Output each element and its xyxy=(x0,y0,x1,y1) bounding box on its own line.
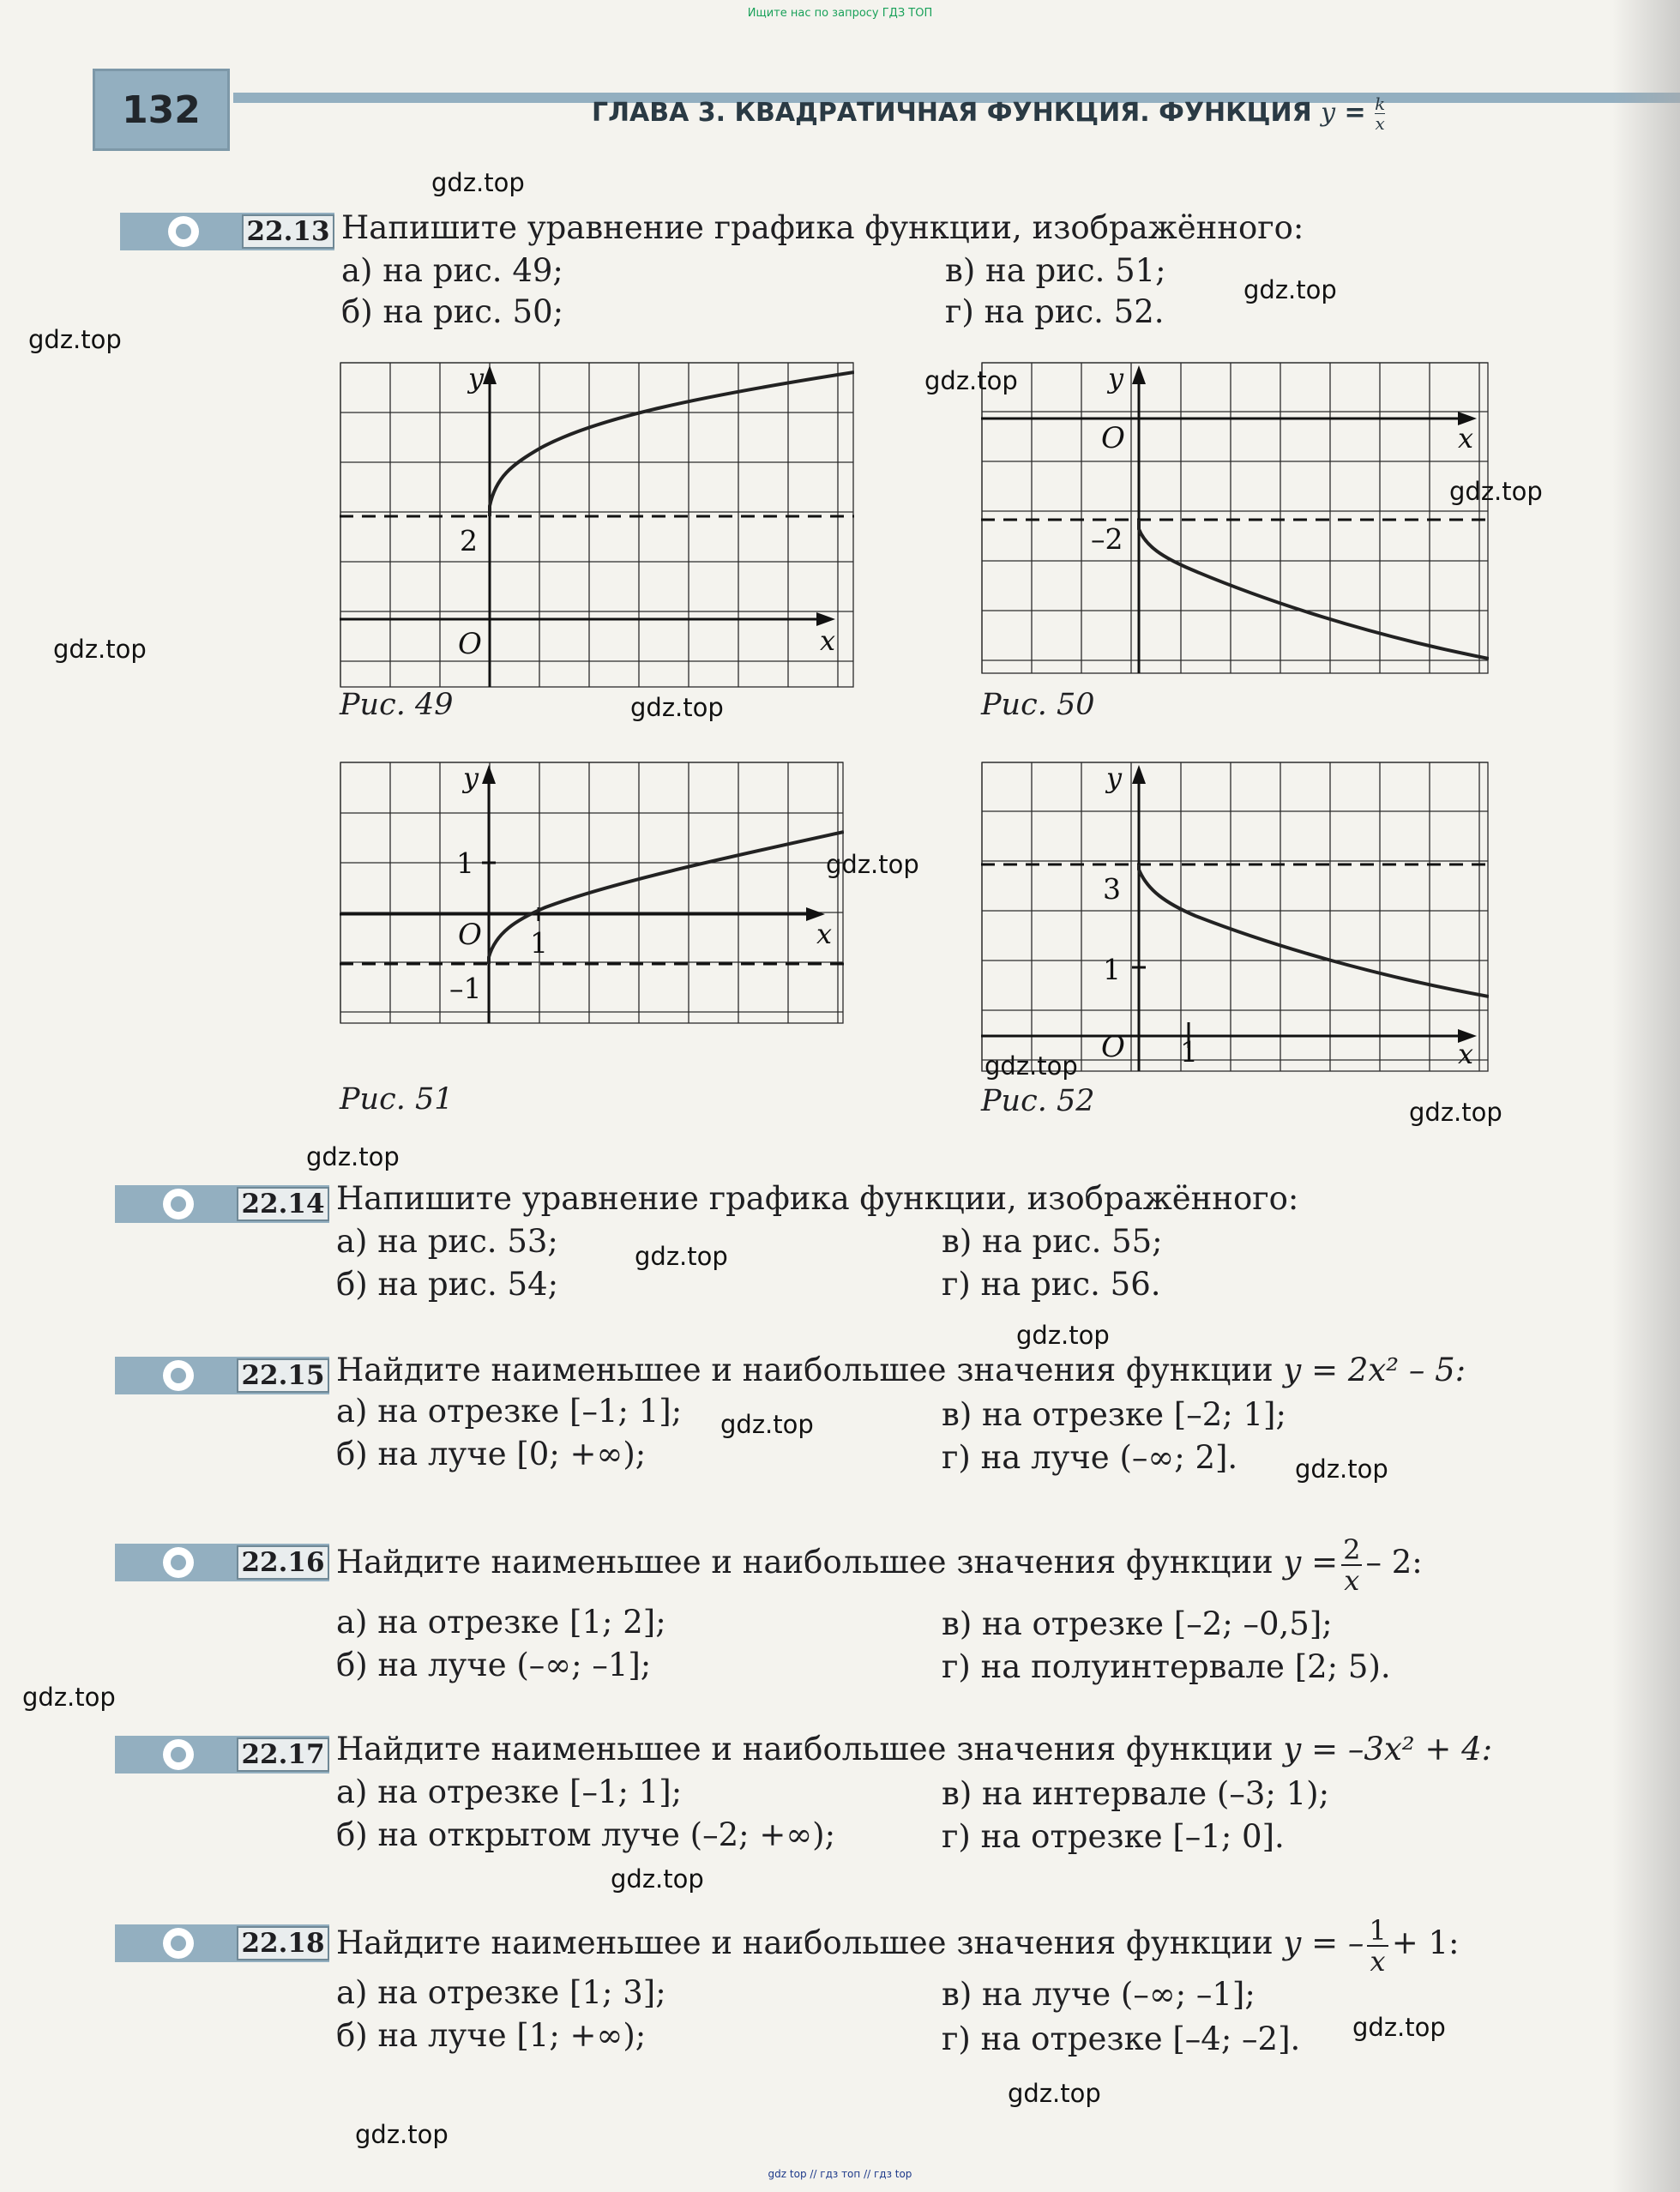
exercise-22-13-a: а) на рис. 49; xyxy=(341,252,563,289)
figure-50 xyxy=(981,362,1489,674)
fig51-x-label: x xyxy=(816,918,833,950)
watermark: gdz.top xyxy=(22,1683,116,1712)
chapter-name: КВАДРАТИЧНАЯ ФУНКЦИЯ. ФУНКЦИЯ xyxy=(734,98,1312,128)
fraction-numerator: 2 xyxy=(1343,1533,1361,1566)
exercise-22-16-bar xyxy=(115,1544,329,1581)
watermark: gdz.top xyxy=(1295,1454,1388,1484)
fig49-tick-2: 2 xyxy=(460,524,478,557)
question-text: Найдите наименьшее и наибольшее значения функции xyxy=(336,1924,1274,1961)
figure-49 xyxy=(340,362,854,688)
top-note: Ищите нас по запросу ГДЗ ТОП xyxy=(747,7,933,20)
level-circle-icon xyxy=(163,1547,194,1578)
fig51-tick-minus1: –1 xyxy=(449,972,482,1005)
watermark: gdz.top xyxy=(1243,275,1337,304)
exercise-22-18-b: б) на луче [1; +∞); xyxy=(336,2017,647,2054)
exercise-22-15-v: в) на отрезке [–2; 1]; xyxy=(942,1396,1286,1433)
fig50-y-label: y xyxy=(1108,362,1124,394)
page-number: 132 xyxy=(93,69,230,151)
exercise-22-15-b: б) на луче [0; +∞); xyxy=(336,1436,647,1472)
fig52-tick-x1: 1 xyxy=(1180,1035,1198,1069)
exercise-22-18-a: а) на отрезке [1; 3]; xyxy=(336,1974,666,2011)
fig51-tick-x1: 1 xyxy=(530,926,548,960)
chapter-prefix: ГЛАВА 3. xyxy=(592,98,726,128)
function-fraction xyxy=(1341,1535,1362,1595)
exercise-22-15-a: а) на отрезке [–1; 1]; xyxy=(336,1393,683,1430)
exercise-22-14-a: а) на рис. 53; xyxy=(336,1223,558,1260)
question-text: Найдите наименьшее и наибольшее значения функции xyxy=(336,1352,1274,1388)
watermark: gdz.top xyxy=(924,366,1018,395)
exercise-22-17-a: а) на отрезке [–1; 1]; xyxy=(336,1773,683,1810)
exercise-22-18-question xyxy=(336,1909,1459,1978)
question-text: Найдите наименьшее и наибольшее значения функции xyxy=(336,1731,1274,1767)
exercise-22-17-v: в) на интервале (–3; 1); xyxy=(942,1775,1330,1812)
exercise-22-13-g: г) на рис. 52. xyxy=(945,293,1165,330)
watermark: gdz.top xyxy=(630,693,724,722)
fig52-tick-3: 3 xyxy=(1103,872,1121,906)
exercise-22-14-g: г) на рис. 56. xyxy=(942,1266,1161,1303)
watermark: gdz.top xyxy=(355,2120,449,2149)
chapter-eq: = xyxy=(1344,98,1366,128)
watermark: gdz.top xyxy=(985,1051,1078,1081)
exercise-22-13-b: б) на рис. 50; xyxy=(341,293,564,330)
figure-49-caption: Рис. 49 xyxy=(340,688,454,722)
exercise-22-17-bar xyxy=(115,1736,329,1773)
watermark: gdz.top xyxy=(1409,1098,1502,1127)
exercise-22-14-bar xyxy=(115,1185,329,1223)
fig50-origin-label: O xyxy=(1101,421,1125,455)
watermark: gdz.top xyxy=(1352,2013,1446,2042)
exercise-22-16-g: г) на полуинтервале [2; 5). xyxy=(942,1648,1391,1685)
exercise-number: 22.15 xyxy=(237,1358,329,1393)
fig51-y-label: y xyxy=(463,762,479,794)
exercise-22-16-v: в) на отрезке [–2; –0,5]; xyxy=(942,1605,1333,1642)
exercise-22-13-question: Напишите уравнение графика функции, изображённого: xyxy=(341,209,1304,246)
chapter-fraction xyxy=(1375,94,1385,133)
exercise-22-18-bar xyxy=(115,1924,329,1962)
exercise-22-17-b: б) на открытом луче (–2; +∞); xyxy=(336,1816,836,1853)
watermark: gdz.top xyxy=(1008,2079,1101,2108)
exercise-22-16-question xyxy=(336,1528,1423,1597)
function-formula: y = 2x² – 5: xyxy=(1283,1352,1466,1388)
level-circle-icon xyxy=(163,1189,194,1219)
exercise-22-16-a: а) на отрезке [1; 2]; xyxy=(336,1604,666,1641)
level-circle-icon xyxy=(163,1928,194,1959)
exercise-22-14-b: б) на рис. 54; xyxy=(336,1266,559,1303)
exercise-number: 22.14 xyxy=(237,1187,329,1221)
chapter-title xyxy=(592,94,1385,133)
watermark: gdz.top xyxy=(28,325,122,354)
exercise-number: 22.18 xyxy=(237,1926,329,1960)
fraction-denominator: x xyxy=(1370,1944,1386,1978)
exercise-22-15-g: г) на луче (–∞; 2]. xyxy=(942,1439,1238,1476)
watermark: gdz.top xyxy=(635,1242,728,1271)
fig49-origin-label: O xyxy=(458,627,482,661)
exercise-22-13-bar xyxy=(120,213,334,250)
watermark: gdz.top xyxy=(53,635,147,664)
bottom-note: gdz top // гдз топ // гдз top xyxy=(768,2168,912,2180)
function-rhs: – 2: xyxy=(1365,1544,1423,1581)
watermark: gdz.top xyxy=(306,1142,400,1171)
exercise-22-13-v: в) на рис. 51; xyxy=(945,252,1166,289)
exercise-22-15-bar xyxy=(115,1357,329,1394)
level-circle-icon xyxy=(163,1739,194,1770)
chapter-x: x xyxy=(1375,113,1385,134)
chapter-k: k xyxy=(1375,93,1386,114)
exercise-22-15-question xyxy=(336,1352,1466,1389)
level-circle-icon xyxy=(168,216,199,247)
exercise-22-17-g: г) на отрезке [–1; 0]. xyxy=(942,1818,1285,1855)
fig51-origin-label: O xyxy=(458,918,482,952)
fig52-origin-label: O xyxy=(1101,1030,1125,1064)
watermark: gdz.top xyxy=(431,168,525,197)
page-edge-shadow xyxy=(1612,0,1680,2192)
figure-51-caption: Рис. 51 xyxy=(340,1082,454,1117)
exercise-number: 22.17 xyxy=(237,1737,329,1772)
fraction-numerator: 1 xyxy=(1369,1913,1387,1947)
level-circle-icon xyxy=(163,1360,194,1391)
watermark: gdz.top xyxy=(1016,1321,1110,1350)
watermark: gdz.top xyxy=(826,850,919,879)
fig50-tick-minus2: –2 xyxy=(1091,522,1123,556)
watermark: gdz.top xyxy=(611,1864,704,1894)
exercise-22-17-question xyxy=(336,1731,1492,1768)
chapter-var: y xyxy=(1321,98,1336,128)
function-lhs: y = xyxy=(1283,1544,1339,1581)
question-text: Найдите наименьшее и наибольшее значения функции xyxy=(336,1544,1274,1581)
fig52-x-label: x xyxy=(1458,1038,1474,1070)
figure-50-caption: Рис. 50 xyxy=(981,688,1095,722)
watermark: gdz.top xyxy=(1449,477,1543,506)
fig50-x-label: x xyxy=(1458,422,1474,455)
exercise-22-16-b: б) на луче (–∞; –1]; xyxy=(336,1647,652,1683)
function-formula: y = –3x² + 4: xyxy=(1283,1731,1493,1767)
fig51-tick-1: 1 xyxy=(456,846,474,880)
fig49-x-label: x xyxy=(820,624,836,657)
fig49-y-label: y xyxy=(468,362,485,394)
function-rhs: + 1: xyxy=(1391,1924,1460,1961)
figure-51 xyxy=(340,762,844,1024)
fig52-y-label: y xyxy=(1106,762,1123,794)
function-lhs: y = – xyxy=(1283,1924,1364,1961)
exercise-22-18-g: г) на отрезке [–4; –2]. xyxy=(942,2020,1301,2057)
exercise-22-18-v: в) на луче (–∞; –1]; xyxy=(942,1976,1255,2013)
function-fraction xyxy=(1367,1913,1388,1978)
exercise-22-14-v: в) на рис. 55; xyxy=(942,1223,1163,1260)
exercise-number: 22.16 xyxy=(237,1545,329,1580)
fraction-denominator: x xyxy=(1344,1563,1360,1597)
watermark: gdz.top xyxy=(720,1410,814,1439)
figure-52-caption: Рис. 52 xyxy=(981,1084,1095,1118)
fig52-tick-1: 1 xyxy=(1103,953,1121,986)
figure-52 xyxy=(981,762,1489,1072)
exercise-number: 22.13 xyxy=(242,214,334,249)
exercise-22-14-question: Напишите уравнение графика функции, изображённого: xyxy=(336,1180,1299,1217)
